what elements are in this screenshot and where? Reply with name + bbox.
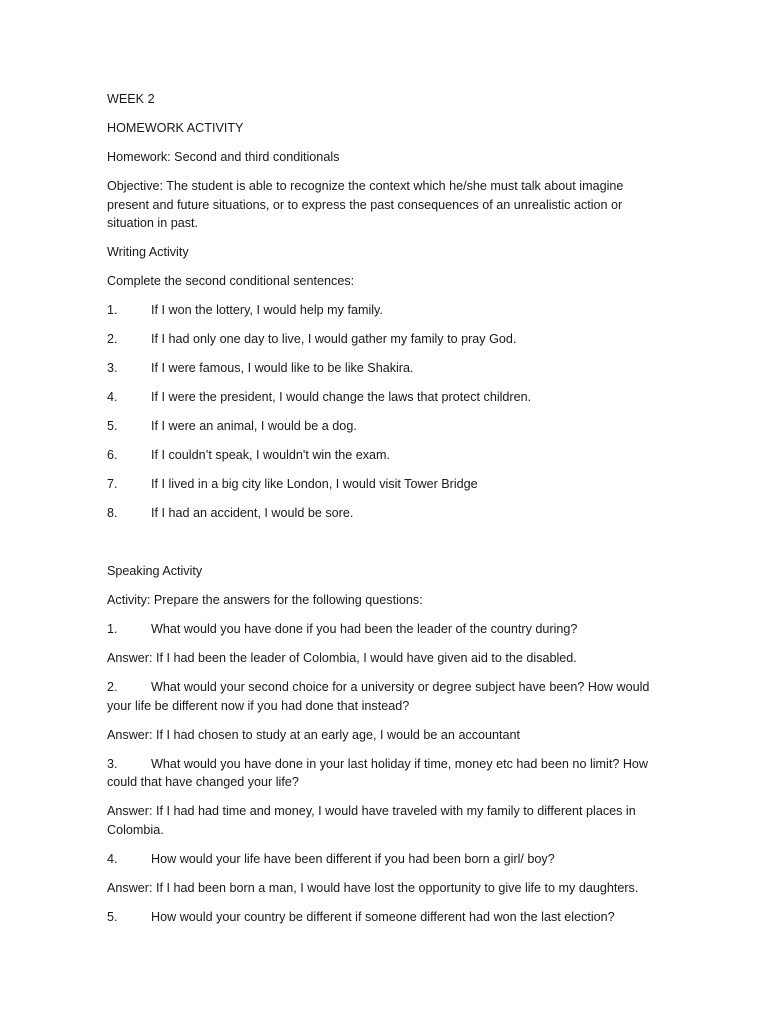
list-item <box>107 446 667 465</box>
item-text: If I had an accident, I would be sore. <box>151 506 354 520</box>
speaking-activity-title: Speaking Activity <box>107 564 203 578</box>
question-number: 2. <box>107 680 118 694</box>
item-number: 1. <box>107 303 118 317</box>
item-text: If I were an animal, I would be a dog. <box>151 419 357 433</box>
question-text: How would your country be different if someone different had won the last election? <box>151 909 615 924</box>
list-item <box>107 301 667 320</box>
item-text: If I couldn’t speak, I wouldn't win the exam. <box>151 448 391 462</box>
item-text: If I had only one day to live, I would gather my family to pray God. <box>151 332 517 346</box>
item-number: 8. <box>107 506 118 520</box>
list-item <box>107 388 667 407</box>
item-text: If I won the lottery, I would help my family. <box>151 303 383 317</box>
item-number: 7. <box>107 477 118 491</box>
item-number: 3. <box>107 361 118 375</box>
homework-line: Homework: Second and third conditionals <box>107 150 340 164</box>
item-number: 6. <box>107 448 118 462</box>
speaking-instruction: Activity: Prepare the answers for the following questions: <box>107 593 423 607</box>
writing-list <box>107 301 667 523</box>
answer-text: Answer: If I had been born a man, I would have lost the opportunity to give life to my daughters. <box>107 880 639 895</box>
answer-text: Answer: If I had had time and money, I would have traveled with my family to different places in Colombia. <box>107 804 636 837</box>
document-page <box>107 90 667 937</box>
question-number: 4. <box>107 851 118 866</box>
answer-text: Answer: If I had chosen to study at an early age, I would be an accountant <box>107 727 521 742</box>
activity-heading: HOMEWORK ACTIVITY <box>107 121 244 135</box>
question-text: How would your life have been different if you had been born a girl/ boy? <box>151 851 555 866</box>
item-number: 4. <box>107 390 118 404</box>
writing-instruction: Complete the second conditional sentences: <box>107 274 355 288</box>
question-number: 1. <box>107 622 118 636</box>
question-item <box>107 908 667 927</box>
item-text: If I were the president, I would change the laws that protect children. <box>151 390 532 404</box>
question-item <box>107 755 667 792</box>
question-item <box>107 620 667 639</box>
question-text: What would you have done if you had been the leader of the country during? <box>151 622 578 636</box>
question-text: What would your second choice for a university or degree subject have been? How would your life be different now if you had done that instead? <box>107 680 650 713</box>
section-spacer <box>107 533 667 562</box>
question-item <box>107 678 667 715</box>
item-number: 2. <box>107 332 118 346</box>
question-number: 3. <box>107 756 118 771</box>
question-text: What would you have done in your last holiday if time, money etc had been no limit? How could that have changed your life? <box>107 756 649 789</box>
list-item <box>107 504 667 523</box>
answer-text: Answer: If I had been the leader of Colombia, I would have given aid to the disabled. <box>107 651 577 665</box>
question-item <box>107 850 667 869</box>
item-text: If I were famous, I would like to be like Shakira. <box>151 361 414 375</box>
question-number: 5. <box>107 909 118 924</box>
writing-activity-title: Writing Activity <box>107 245 189 259</box>
list-item <box>107 330 667 349</box>
list-item <box>107 475 667 494</box>
item-text: If I lived in a big city like London, I would visit Tower Bridge <box>151 477 478 491</box>
objective-paragraph: Objective: The student is able to recognize the context which he/she must talk about imagine present and future situations, or to express the past consequences of an unrealistic action or situation in past. <box>107 179 624 230</box>
week-heading: WEEK 2 <box>107 92 155 106</box>
list-item <box>107 417 667 436</box>
list-item <box>107 359 667 378</box>
item-number: 5. <box>107 419 118 433</box>
